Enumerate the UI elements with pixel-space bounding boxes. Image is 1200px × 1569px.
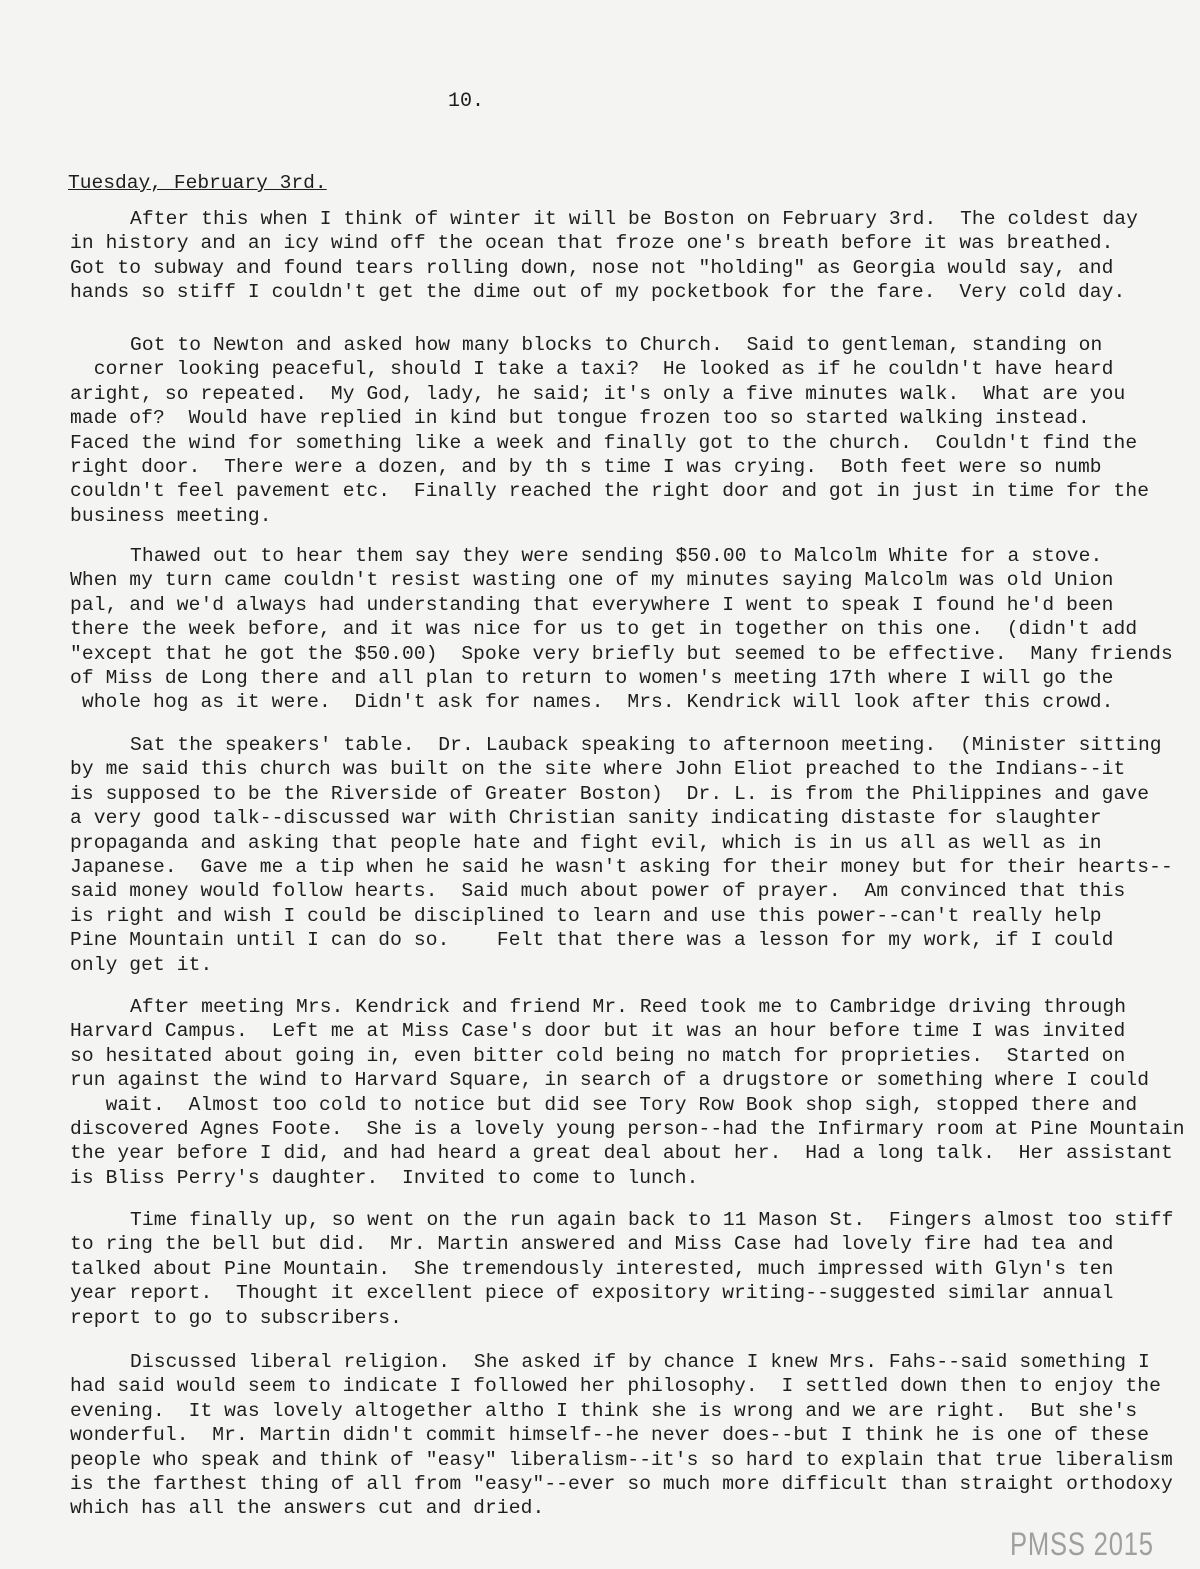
text-line: evening. It was lovely altogether altho I think she is wrong and we are right. But she's [70,1399,1138,1422]
text-line: so hesitated about going in, even bitter cold being no match for proprieties. Started on [70,1044,1126,1067]
text-line: "except that he got the $50.00) Spoke very briefly but seemed to be effective. Many friends [70,642,1173,665]
text-line: had said would seem to indicate I followed her philosophy. I settled down then to enjoy the [70,1375,1161,1398]
paragraph [70,733,1200,977]
text-line: people who speak and think of "easy" liberalism--it's so hard to explain that true liberalism [70,1448,1173,1471]
text-line: is Bliss Perry's daughter. Invited to come to lunch. [70,1166,699,1189]
text-line: to ring the bell but did. Mr. Martin answered and Miss Case had lovely fire had tea and [70,1233,1114,1256]
paragraph [70,333,1200,528]
text-line: Faced the wind for something like a week and finally got to the church. Couldn't find the [70,431,1138,454]
text-line: business meeting. [70,504,272,527]
text-line: a very good talk--discussed war with Christian sanity indicating distaste for slaughter [70,807,1102,830]
text-line: wonderful. Mr. Martin didn't commit himself--he never does--but I think he is one of these [70,1424,1150,1447]
paragraph [70,1350,1200,1521]
text-line: by me said this church was built on the site where John Eliot preached to the Indians--it [70,758,1126,781]
text-line: Harvard Campus. Left me at Miss Case's door but it was an hour before time I was invited [70,1020,1126,1043]
text-line: only get it. [70,953,213,976]
text-line: run against the wind to Harvard Square, in search of a drugstore or something where I could [70,1069,1150,1092]
text-line: Got to subway and found tears rolling down, nose not "holding" as Georgia would say, and [70,256,1114,279]
text-line: aright, so repeated. My God, lady, he said; it's only a five minutes walk. What are you [70,382,1126,405]
paragraph [70,995,1200,1190]
text-line: year report. Thought it excellent piece of expository writing--suggested similar annual [70,1282,1114,1305]
paragraph [70,544,1200,715]
text-line: wait. Almost too cold to notice but did see Tory Row Book shop sigh, stopped there and [70,1093,1138,1116]
text-line: Japanese. Gave me a tip when he said he wasn't asking for their money but for their hearts-- [70,856,1173,879]
text-line: pal, and we'd always had understanding that everywhere I went to speak I found he'd been [70,593,1114,616]
text-line: After this when I think of winter it will be Boston on February 3rd. The coldest day [130,208,1138,230]
paragraph [70,207,1200,305]
text-line: Got to Newton and asked how many blocks to Church. Said to gentleman, standing on [130,334,1103,356]
text-line: Thawed out to hear them say they were sending $50.00 to Malcolm White for a stove. [130,545,1103,567]
entry-heading: Tuesday, February 3rd. [68,172,327,194]
text-line: propaganda and asking that people hate and fight evil, which is in us all as well as in [70,831,1102,854]
text-line: the year before I did, and had heard a great deal about her. Had a long talk. Her assistant [70,1142,1173,1165]
text-line: hands so stiff I couldn't get the dime out of my pocketbook for the fare. Very cold day. [70,281,1126,304]
text-line: made of? Would have replied in kind but tongue frozen too so started walking instead. [70,407,1090,430]
text-line: of Miss de Long there and all plan to return to women's meeting 17th where I will go the [70,667,1114,690]
text-line: Time finally up, so went on the run again back to 11 Mason St. Fingers almost too stiff [130,1209,1174,1231]
text-line: When my turn came couldn't resist wasting one of my minutes saying Malcolm was old Union [70,569,1114,592]
page-number: 10. [448,90,485,113]
text-line: is the farthest thing of all from "easy"--ever so much more difficult than straight orthodoxy [70,1473,1173,1496]
text-line: couldn't feel pavement etc. Finally reached the right door and got in just in time for the [70,480,1150,503]
text-line: discovered Agnes Foote. She is a lovely young person--had the Infirmary room at Pine Mountain [70,1118,1185,1141]
text-line: is supposed to be the Riverside of Greater Boston) Dr. L. is from the Philippines and gave [70,782,1150,805]
text-line: report to go to subscribers. [70,1306,403,1329]
text-line: Discussed liberal religion. She asked if by chance I knew Mrs. Fahs--said something I [130,1351,1150,1373]
watermark-stamp: PMSS 2015 [1010,1526,1154,1562]
text-line: right door. There were a dozen, and by th s time I was crying. Both feet were so numb [70,456,1102,479]
text-line: there the week before, and it was nice for us to get in together on this one. (didn't add [70,618,1138,641]
text-line: which has all the answers cut and dried. [70,1497,545,1520]
text-line: Pine Mountain until I can do so. Felt that there was a lesson for my work, if I could [70,929,1114,952]
text-line: whole hog as it were. Didn't ask for names. Mrs. Kendrick will look after this crowd. [70,691,1114,714]
text-line: corner looking peaceful, should I take a taxi? He looked as if he couldn't have heard [70,358,1114,381]
text-line: talked about Pine Mountain. She tremendously interested, much impressed with Glyn's ten [70,1257,1114,1280]
text-line: After meeting Mrs. Kendrick and friend Mr. Reed took me to Cambridge driving through [130,996,1127,1018]
text-line: in history and an icy wind off the ocean that froze one's breath before it was breathed. [70,232,1114,255]
text-line: is right and wish I could be disciplined to learn and use this power--can't really help [70,904,1102,927]
paragraph [70,1208,1200,1330]
text-line: Sat the speakers' table. Dr. Lauback speaking to afternoon meeting. (Minister sitting [130,734,1162,756]
text-line: said money would follow hearts. Said much about power of prayer. Am convinced that this [70,880,1126,903]
